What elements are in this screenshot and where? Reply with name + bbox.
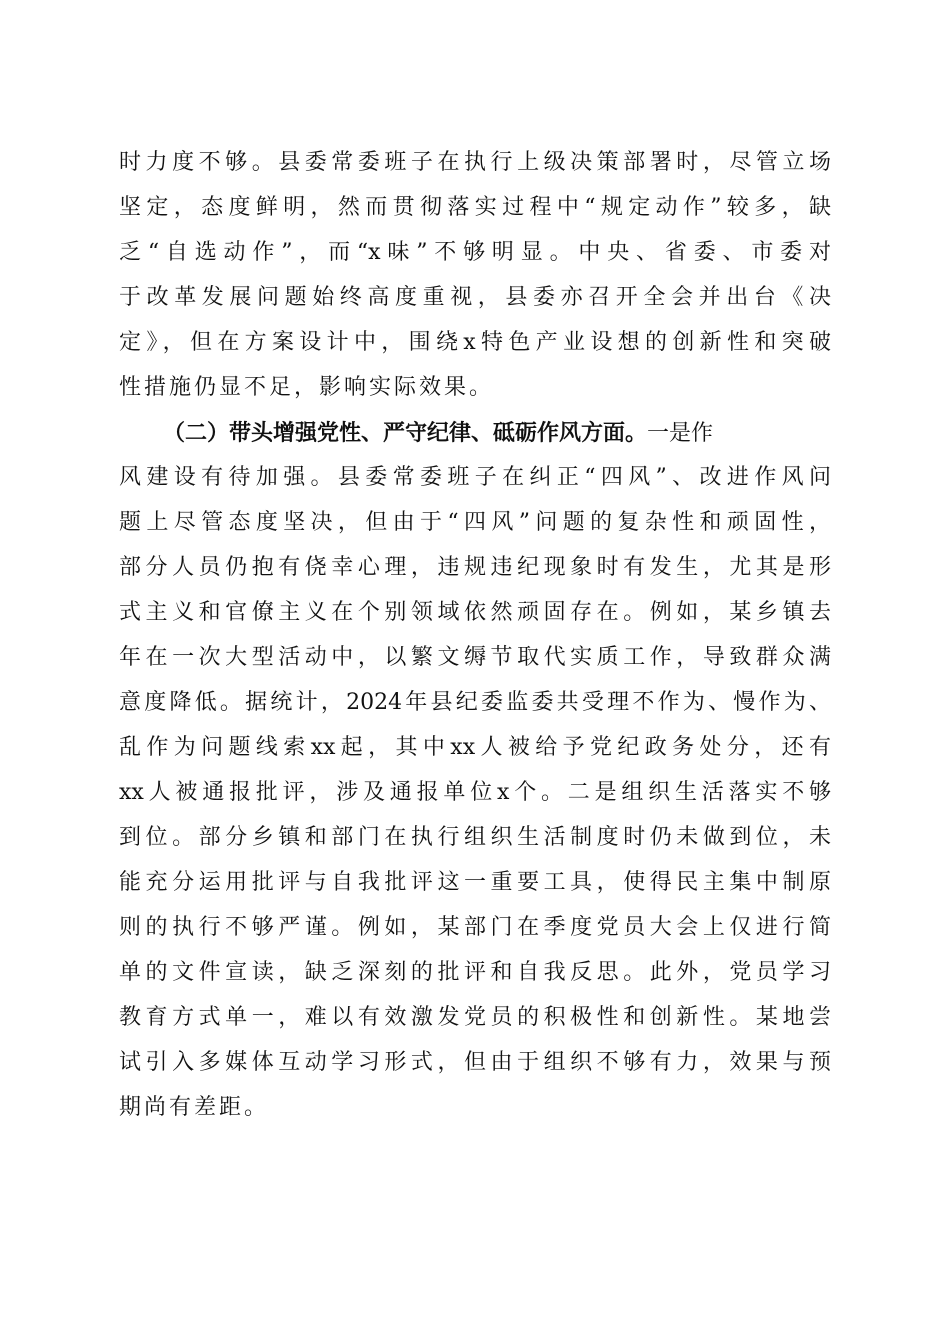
paragraph-2-line-11: 能充分运用批评与自我批评这一重要工具，使得民主集中制原 — [119, 870, 831, 895]
paragraph-2-line-13: 单的文件宣读，缺乏深刻的批评和自我反思。此外，党员学习 — [119, 960, 831, 985]
paragraph-2-line-16: 期尚有差距。 — [119, 1095, 270, 1120]
paragraph-2-line-4: 部分人员仍抱有侥幸心理，违规违纪现象时有发生，尤其是形 — [119, 555, 831, 580]
paragraph-2-line-2: 风建设有待加强。县委常委班子在纠正“四风”、改进作风问 — [119, 465, 831, 490]
paragraph-2-line-8: 乱作为问题线索xx起，其中xx人被给予党纪政务处分，还有 — [119, 735, 831, 760]
paragraph-1-line-4: 于改革发展问题始终高度重视，县委亦召开全会并出台《决 — [119, 285, 831, 310]
section-heading: （二）带头增强党性、严守纪律、砥砺作风方面。 — [163, 420, 648, 446]
paragraph-1-line-2: 坚定，态度鲜明，然而贯彻落实过程中“规定动作”较多，缺 — [119, 195, 831, 220]
paragraph-1-line-5: 定》，但在方案设计中，围绕x特色产业设想的创新性和突破 — [119, 330, 831, 355]
paragraph-2-line-5: 式主义和官僚主义在个别领域依然顽固存在。例如，某乡镇去 — [119, 600, 831, 625]
paragraph-1-line-6: 性措施仍显不足，影响实际效果。 — [119, 375, 495, 400]
paragraph-2-line-9: xx人被通报批评，涉及通报单位x个。二是组织生活落实不够 — [119, 780, 831, 805]
paragraph-2-line-14: 教育方式单一，难以有效激发党员的积极性和创新性。某地尝 — [119, 1005, 831, 1030]
paragraph-2-line-7: 意度降低。据统计，2024年县纪委监委共受理不作为、慢作为、 — [119, 690, 831, 715]
paragraph-1-line-1: 时力度不够。县委常委班子在执行上级决策部署时，尽管立场 — [119, 150, 831, 175]
paragraph-2-line-10: 到位。部分乡镇和部门在执行组织生活制度时仍未做到位，未 — [119, 825, 831, 850]
paragraph-2-line-3: 题上尽管态度坚决，但由于“四风”问题的复杂性和顽固性， — [119, 510, 831, 535]
paragraph-2-line-15: 试引入多媒体互动学习形式，但由于组织不够有力，效果与预 — [119, 1050, 831, 1075]
paragraph-2-first-line — [163, 413, 831, 453]
paragraph-1-line-3: 乏“自选动作”，而“x味”不够明显。中央、省委、市委对 — [119, 240, 831, 265]
paragraph-2-first-line-text: 一是作 — [647, 421, 714, 446]
paragraph-2-line-6: 年在一次大型活动中，以繁文缛节取代实质工作，导致群众满 — [119, 645, 831, 670]
paragraph-2-line-12: 则的执行不够严谨。例如，某部门在季度党员大会上仅进行简 — [119, 915, 831, 940]
